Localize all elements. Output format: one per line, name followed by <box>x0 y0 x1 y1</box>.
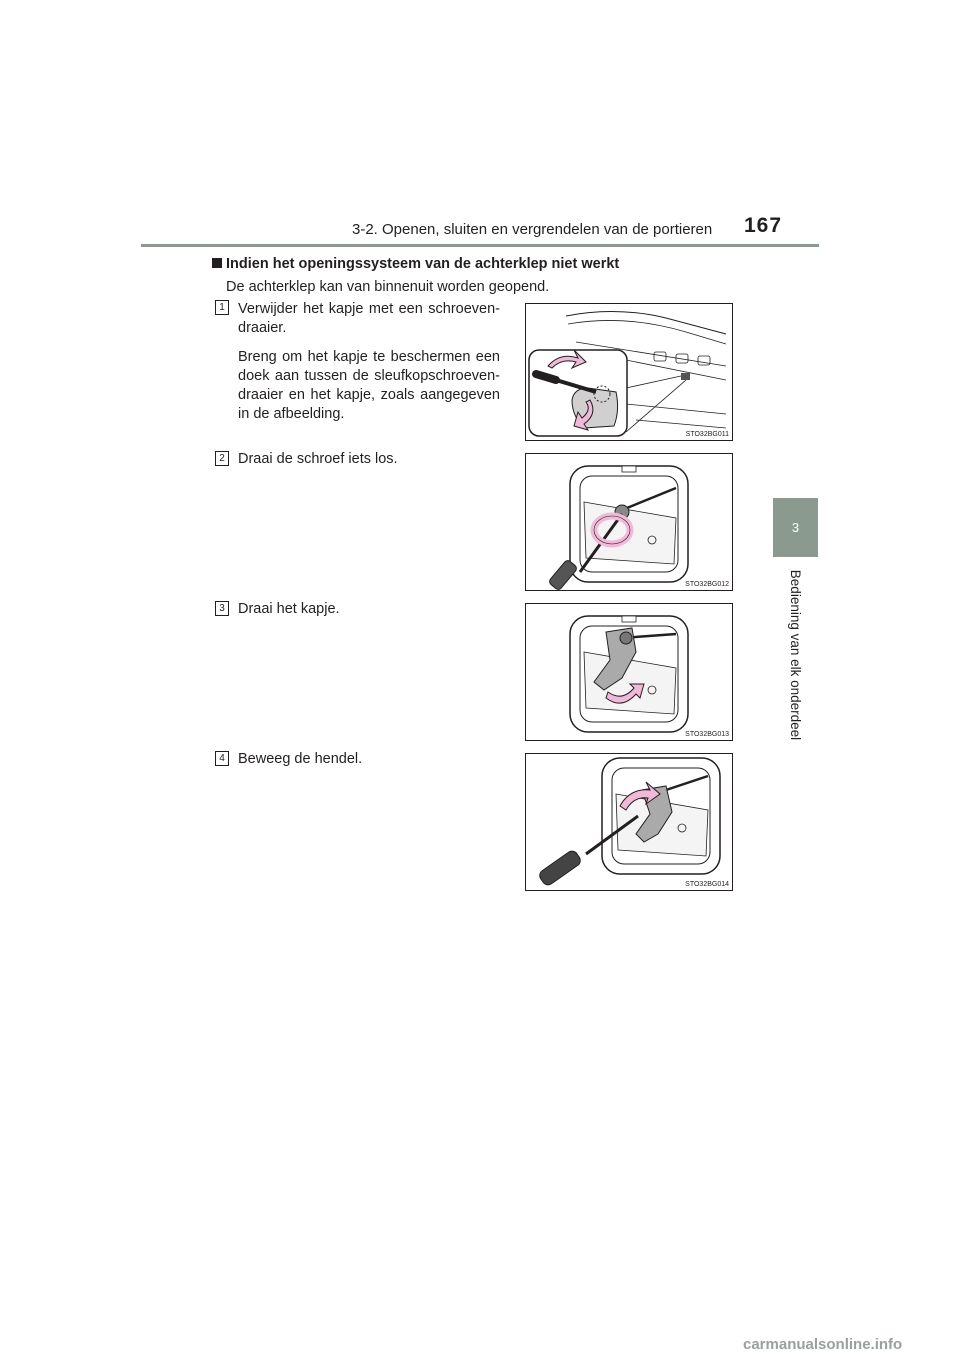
section-heading <box>212 256 619 272</box>
page-number: 167 <box>744 214 783 237</box>
step-2-number: 2 <box>215 451 229 466</box>
chapter-label-wrap <box>780 560 810 750</box>
step-3-figure <box>525 603 733 741</box>
tailgate-cover-illustration <box>526 304 732 440</box>
header-divider <box>141 244 819 247</box>
step-4-figure <box>525 753 733 891</box>
step-1-text-block <box>238 300 500 434</box>
step-3-text: Draai het kapje. <box>238 601 340 617</box>
step-4-text: Beweeg de hendel. <box>238 751 363 767</box>
move-lever-illustration <box>526 754 732 890</box>
chapter-label: Bediening van elk onderdeel <box>788 569 803 741</box>
figure-code: STO32BG014 <box>685 881 729 888</box>
chapter-number: 3 <box>791 520 800 535</box>
turn-cover-illustration <box>526 604 732 740</box>
square-bullet-icon <box>212 258 222 268</box>
section-heading-text: Indien het openingssysteem van de achterklep niet werkt <box>226 256 620 272</box>
step-4-number: 4 <box>215 751 229 766</box>
figure-code: STO32BG011 <box>685 431 729 438</box>
step-1-text: Verwijder het kapje met een schroeven-draaier. <box>238 301 500 336</box>
section-intro: De achterklep kan van binnenuit worden geopend. <box>226 279 550 295</box>
figure-code: STO32BG013 <box>685 731 729 738</box>
step-3-number: 3 <box>215 601 229 616</box>
watermark: carmanualsonline.info <box>743 1336 903 1353</box>
step-1-number: 1 <box>215 300 229 315</box>
step-1-note: Breng om het kapje te beschermen een doek aan tussen de sleufkopschroeven-draaier en het kapje, zoals aangegeven in de afbeelding. <box>238 349 500 422</box>
page-header-title: 3-2. Openen, sluiten en vergrendelen van de portieren <box>352 221 713 238</box>
step-1-figure <box>525 303 733 441</box>
chapter-tab <box>773 498 818 557</box>
loosen-screw-illustration <box>526 454 732 590</box>
step-2-text: Draai de schroef iets los. <box>238 451 398 467</box>
figure-code: STO32BG012 <box>685 581 729 588</box>
step-2-figure <box>525 453 733 591</box>
